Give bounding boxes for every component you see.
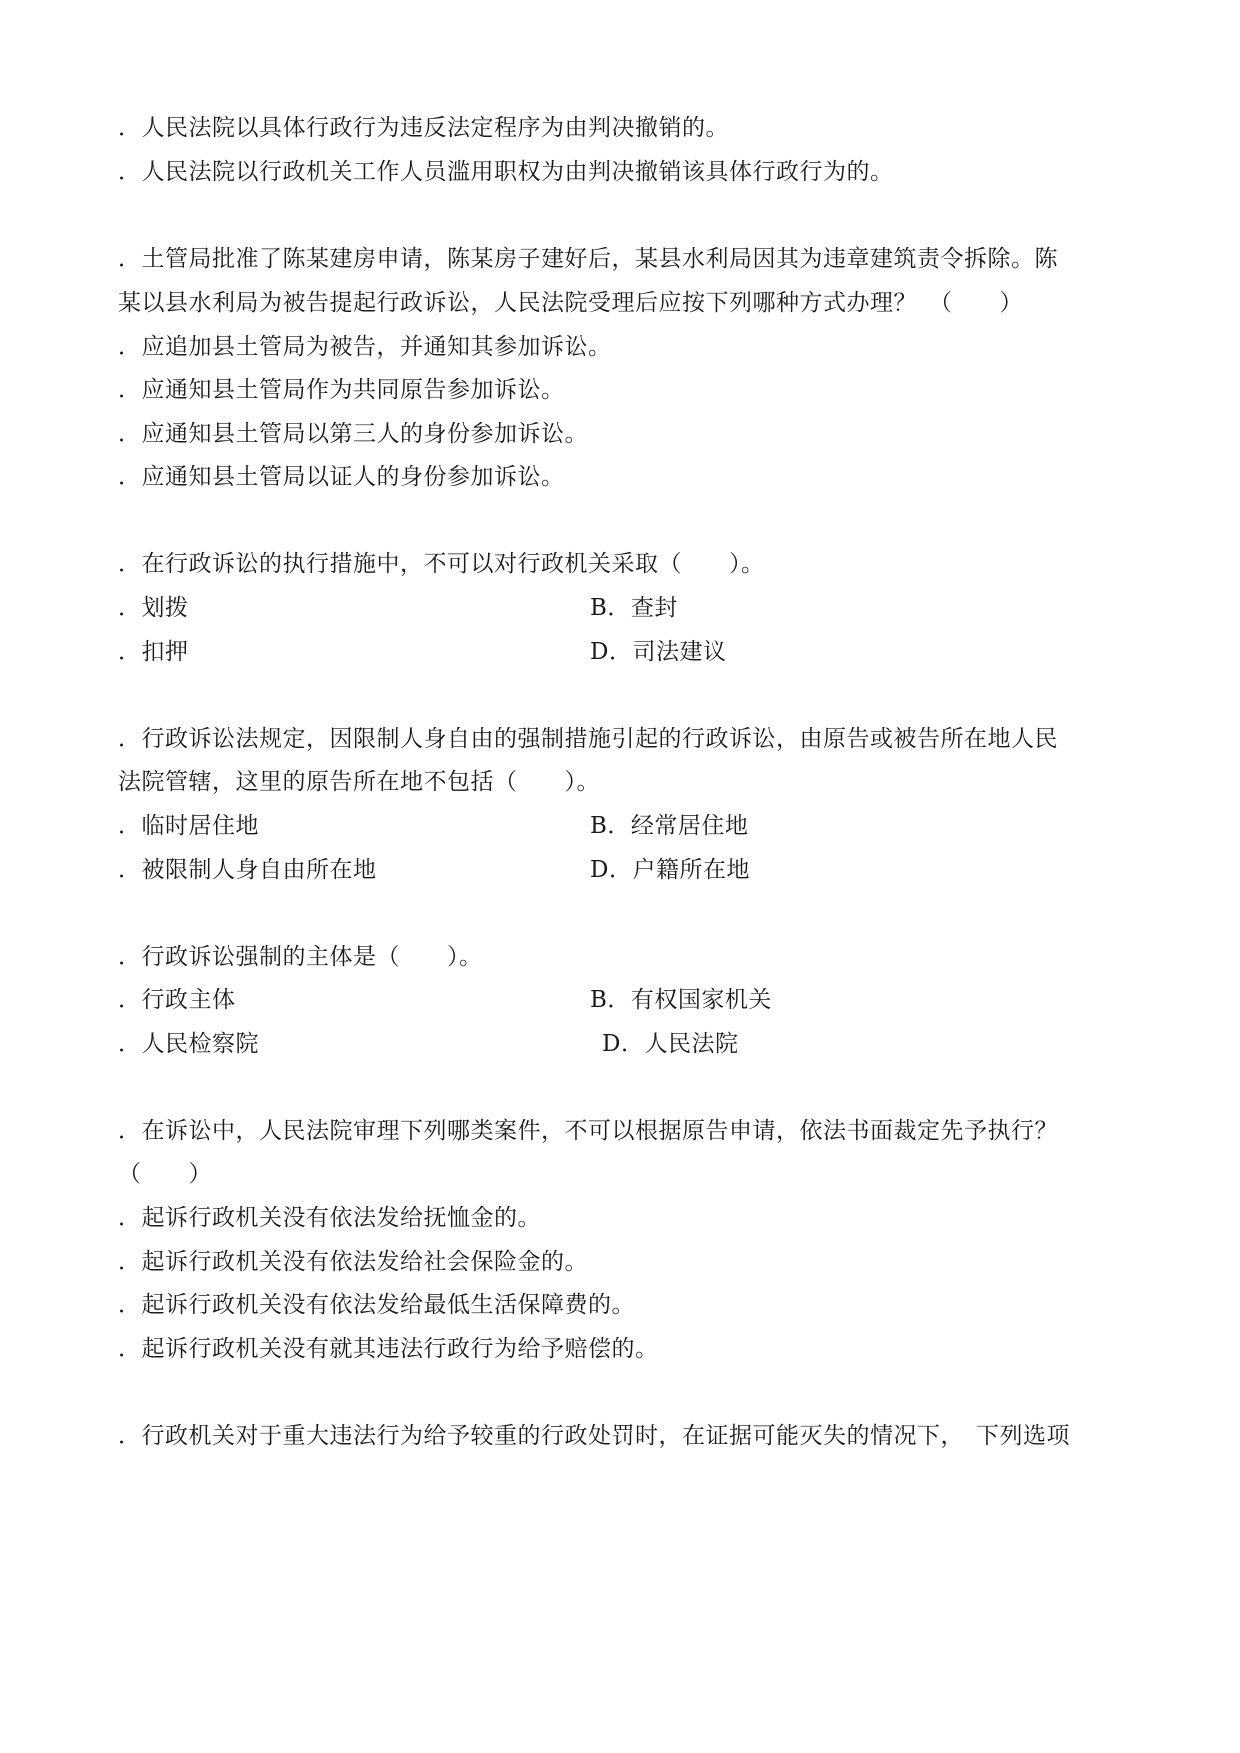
- q1-stem-line-1: ．土管局批准了陈某建房申请，陈某房子建好后，某县水利局因其为违章建筑责令拆除。陈: [118, 246, 1058, 272]
- q2-option-d: D．司法建议: [590, 639, 727, 665]
- q4-stem: ．行政诉讼强制的主体是（ ）。: [118, 944, 483, 970]
- q1-stem-line-2: 某以县水利局为被告提起行政诉讼，人民法院受理后应按下列哪种方式办理？ （ ）: [118, 290, 1023, 316]
- q5-option-a: ．起诉行政机关没有依法发给抚恤金的。: [118, 1205, 541, 1231]
- q3-option-c: ．被限制人身自由所在地: [118, 857, 377, 883]
- q3-option-d: D．户籍所在地: [590, 857, 750, 883]
- q4-option-c: ．人民检察院: [118, 1031, 259, 1057]
- q3-stem-line-1: ．行政诉讼法规定，因限制人身自由的强制措施引起的行政诉讼，由原告或被告所在地人民: [118, 726, 1058, 752]
- q5-option-d: ．起诉行政机关没有就其违法行政行为给予赔偿的。: [118, 1336, 659, 1362]
- q5-option-b: ．起诉行政机关没有依法发给社会保险金的。: [118, 1249, 588, 1275]
- q1-option-a: ．应追加县土管局为被告，并通知其参加诉讼。: [118, 334, 612, 360]
- q4-option-d: D．人民法院: [602, 1031, 739, 1057]
- q4-option-a: ．行政主体: [118, 987, 236, 1013]
- q4-option-b: B．有权国家机关: [590, 987, 772, 1013]
- q3-stem-line-2: 法院管辖，这里的原告所在地不包括（ ）。: [118, 769, 600, 795]
- q5-option-c: ．起诉行政机关没有依法发给最低生活保障费的。: [118, 1292, 635, 1318]
- q3-option-a: ．临时居住地: [118, 813, 259, 839]
- q6-stem: ．行政机关对于重大违法行为给予较重的行政处罚时，在证据可能灭失的情况下， 下列选项: [118, 1423, 1070, 1449]
- q1-option-b: ．应通知县土管局作为共同原告参加诉讼。: [118, 377, 565, 403]
- q5-stem-line-1: ．在诉讼中，人民法院审理下列哪类案件，不可以根据原告申请，依法书面裁定先予执行？: [118, 1118, 1058, 1144]
- q2-option-b: B．查封: [590, 595, 678, 621]
- q1-option-c: ．应通知县土管局以第三人的身份参加诉讼。: [118, 421, 588, 447]
- q1-option-d: ．应通知县土管局以证人的身份参加诉讼。: [118, 464, 565, 490]
- prev-option-2: ．人民法院以行政机关工作人员滥用职权为由判决撤销该具体行政行为的。: [118, 159, 894, 185]
- q2-option-a: ．划拨: [118, 595, 189, 621]
- prev-option-1: ．人民法院以具体行政行为违反法定程序为由判决撤销的。: [118, 115, 729, 141]
- q2-option-c: ．扣押: [118, 639, 189, 665]
- q5-stem-line-2: （ ）: [118, 1161, 212, 1187]
- q3-option-b: B．经常居住地: [590, 813, 749, 839]
- q2-stem: ．在行政诉讼的执行措施中，不可以对行政机关采取（ ）。: [118, 551, 765, 577]
